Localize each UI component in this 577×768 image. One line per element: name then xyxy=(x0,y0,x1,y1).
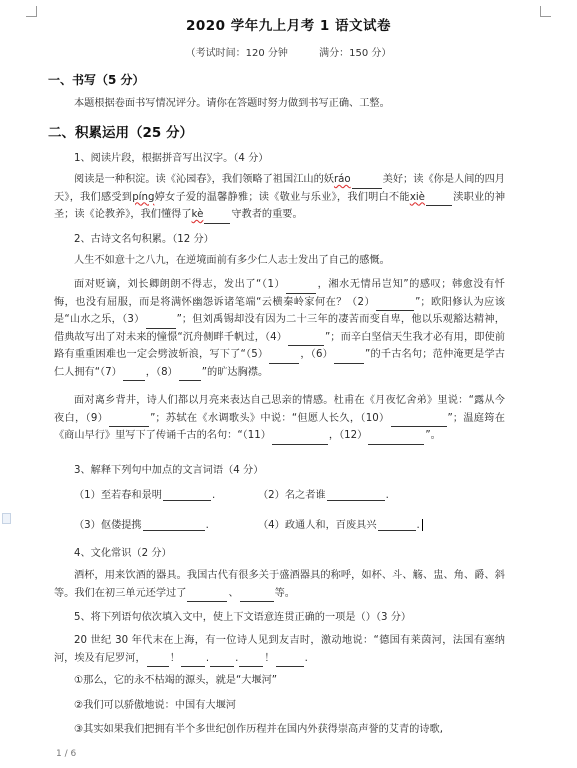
q2-text-d: ”；但刘禹锡却没有因为二十三年的凄苦而变自卑，他以乐观豁达精神，借典故写出了对未来的憧憬“沉舟侧畔千帆过，（4） xyxy=(54,314,505,343)
blank-6[interactable] xyxy=(334,351,364,364)
q2-intro: 人生不如意十之八九，在逆境面前有多少仁人志士发出了自己的感慨。 xyxy=(74,255,390,266)
blank-1[interactable] xyxy=(286,281,316,294)
exam-time: （考试时间：120 分钟 xyxy=(185,48,288,59)
blank-5[interactable] xyxy=(269,351,299,364)
q3-item-4: （4）政通人和，百废具兴 . xyxy=(258,516,423,531)
q1-text-a: 阅读是一种积淀。读《沁园春》，我们领略了祖国江山的妖 xyxy=(74,174,334,185)
blank-3[interactable] xyxy=(146,316,176,329)
q3-blank-2[interactable] xyxy=(327,488,385,501)
blank-11[interactable] xyxy=(272,432,328,445)
q2-text-h: ，（8） xyxy=(145,366,178,378)
pinyin-xie: xiè xyxy=(409,191,425,203)
q4-text xyxy=(54,567,505,602)
q2-prompt: 2、古诗文名句积累。（12 分） xyxy=(74,234,214,245)
q3-item-1-text: （1）至若春和景明 xyxy=(74,490,162,501)
q5-blank-1[interactable] xyxy=(147,654,169,667)
q2-para-3 xyxy=(54,392,505,445)
q1-blank-4[interactable] xyxy=(204,211,230,224)
blank-8[interactable] xyxy=(179,368,201,381)
q1-blank-3[interactable] xyxy=(426,193,452,206)
section-1-heading: 一、书写（5 分） xyxy=(48,73,145,87)
q2-text-i: ”的旷达胸襟。 xyxy=(201,366,269,378)
q3-item-2: （2）名之者谁 . xyxy=(258,490,389,501)
section-1-text: 本题根据卷面书写情况评分。请你在答题时努力做到书写正确、工整。 xyxy=(74,98,390,109)
exam-score: 满分：150 分） xyxy=(319,48,392,59)
q2-text-p3e: ”。 xyxy=(425,430,441,441)
q5-option-3: ③其实如果我们把拥有半个多世纪创作历程并在国内外获得崇高声誉的艾青的诗歌, xyxy=(74,724,443,735)
q3-prompt: 3、解释下列句中加点的文言词语（4 分） xyxy=(74,465,264,476)
q1-text-c: 婷女子爱的温馨静雅；读《敬业与乐业》，我们明白不能 xyxy=(154,191,410,203)
q2-text-p3c: ”；温庭筠在《商山早行》里写下了传诵千古的名句：“（11） xyxy=(54,412,505,441)
page-number: 1 / 6 xyxy=(56,749,77,759)
q2-text-p3a: 面对离乡背井，诗人们都以月亮来表达自己思亲的情感。杜甫在《月夜忆舍弟》里说：“露从今夜白，（9） xyxy=(54,395,505,424)
q4-separator: 、 xyxy=(228,587,239,599)
q5-blank-2[interactable] xyxy=(181,654,205,667)
q2-text-c: ”；欧阳修认为应该是“山水之乐，（3） xyxy=(54,296,505,325)
q2-text-p3d: ，（12） xyxy=(328,430,368,441)
q3-item-1: （1）至若春和景明 . xyxy=(74,490,216,501)
blank-7[interactable] xyxy=(123,368,145,381)
q2-text-g: ”的千古名句；范仲淹更是学古仁人拥有“（7） xyxy=(54,349,505,378)
blank-10[interactable] xyxy=(391,414,447,427)
q3-blank-4[interactable] xyxy=(378,518,416,531)
q3-item-3-text: （3）伛偻提携 xyxy=(74,520,142,531)
q3-item-3: （3）伛偻提携 . xyxy=(74,520,209,531)
document-margin-icon xyxy=(2,513,11,524)
q1-text xyxy=(54,171,505,224)
page-title: 2020 学年九上月考 1 语文试卷 xyxy=(185,18,392,34)
q4-blank-1[interactable] xyxy=(187,589,227,602)
q3-item-2-text: （2）名之者谁 xyxy=(258,490,326,501)
q3-blank-3[interactable] xyxy=(143,518,205,531)
exam-meta xyxy=(0,44,577,59)
q3-blank-1[interactable] xyxy=(163,488,211,501)
q2-text-f: ，（6） xyxy=(300,349,334,360)
q1-text-b: 美好；读《你是人间的四月天》，我们感受到 xyxy=(54,174,505,203)
q5-blank-5[interactable] xyxy=(276,654,304,667)
q5-prompt: 5、将下列语句依次填入文中，使上下文语意连贯正确的一项是（）（3 分） xyxy=(74,612,412,623)
q2-text-p3b: ”；苏轼在《水调歌头》中说：“但愿人长久，（10） xyxy=(150,412,390,424)
q2-text-a: 面对贬谪，刘长卿朗朗不得志，发出了“（1） xyxy=(74,279,286,290)
q5-blank-4[interactable] xyxy=(239,654,263,667)
q1-blank-1[interactable] xyxy=(352,176,382,189)
q5-text-body: 20 世纪 30 年代末在上海，有一位诗人见到友吉时，激动地说：“德国有莱茵河，法国有塞纳河，埃及有尼罗河， xyxy=(54,635,505,664)
blank-2[interactable] xyxy=(376,298,414,311)
blank-12[interactable] xyxy=(368,432,424,445)
q4-blank-2[interactable] xyxy=(240,589,274,602)
q5-sep-2: ！ xyxy=(264,652,275,664)
q1-text-e: 守教者的重要。 xyxy=(231,209,303,220)
section-2-heading: 二、积累运用（25 分） xyxy=(48,125,193,141)
q1-prompt: 1、阅读片段，根据拼音写出汉字。（4 分） xyxy=(74,153,269,164)
q5-blank-3[interactable] xyxy=(210,654,234,667)
q2-para-2 xyxy=(54,276,505,381)
text-cursor xyxy=(422,519,423,531)
pinyin-ping: píng xyxy=(132,191,155,203)
q5-option-1: ①那么，它的永不枯竭的源头，就是“大堰河” xyxy=(74,675,278,686)
q3-item-4-text: （4）政通人和，百废具兴 xyxy=(258,520,377,531)
q5-text: 20 世纪 30 年代末在上海，有一位诗人见到友吉时，激动地说：“德国有莱茵河，法国有塞纳河，埃及有尼罗河， ！ . . ！ . xyxy=(54,632,505,667)
q4-tail: 等。 xyxy=(274,587,295,599)
q4-prompt: 4、文化常识（2 分） xyxy=(74,548,172,559)
blank-9[interactable] xyxy=(109,414,149,427)
q5-option-2: ②我们可以骄傲地说：中国有大堰河 xyxy=(74,700,236,711)
blank-4[interactable] xyxy=(288,333,324,346)
q2-text-b: ，湘水无情吊岂知”的感叹；韩愈没有忏悔，也没有屈服，而是将满怀幽怨诉诸笔端“云横秦岭家何在？（2） xyxy=(54,279,505,308)
q4-text-body: 酒杯，用来饮酒的器具。我国古代有很多关于盛酒器具的称呼，如杯、斗、觞、盅、角、爵、斜等。我们在初三单元还学过了 xyxy=(54,570,505,599)
pinyin-rao: ráo xyxy=(333,174,351,185)
pinyin-ke: kè xyxy=(191,209,204,220)
q5-sep-1: ！ xyxy=(169,652,180,664)
q2-text-e: ”；而辛白坚信天生我才必有用，即使前路有重重困难也一定会劈波斩浪，写下了“（5） xyxy=(54,331,505,360)
q1-text-d: 渎职业的神圣；读《论教养》，我们懂得了 xyxy=(54,191,506,220)
